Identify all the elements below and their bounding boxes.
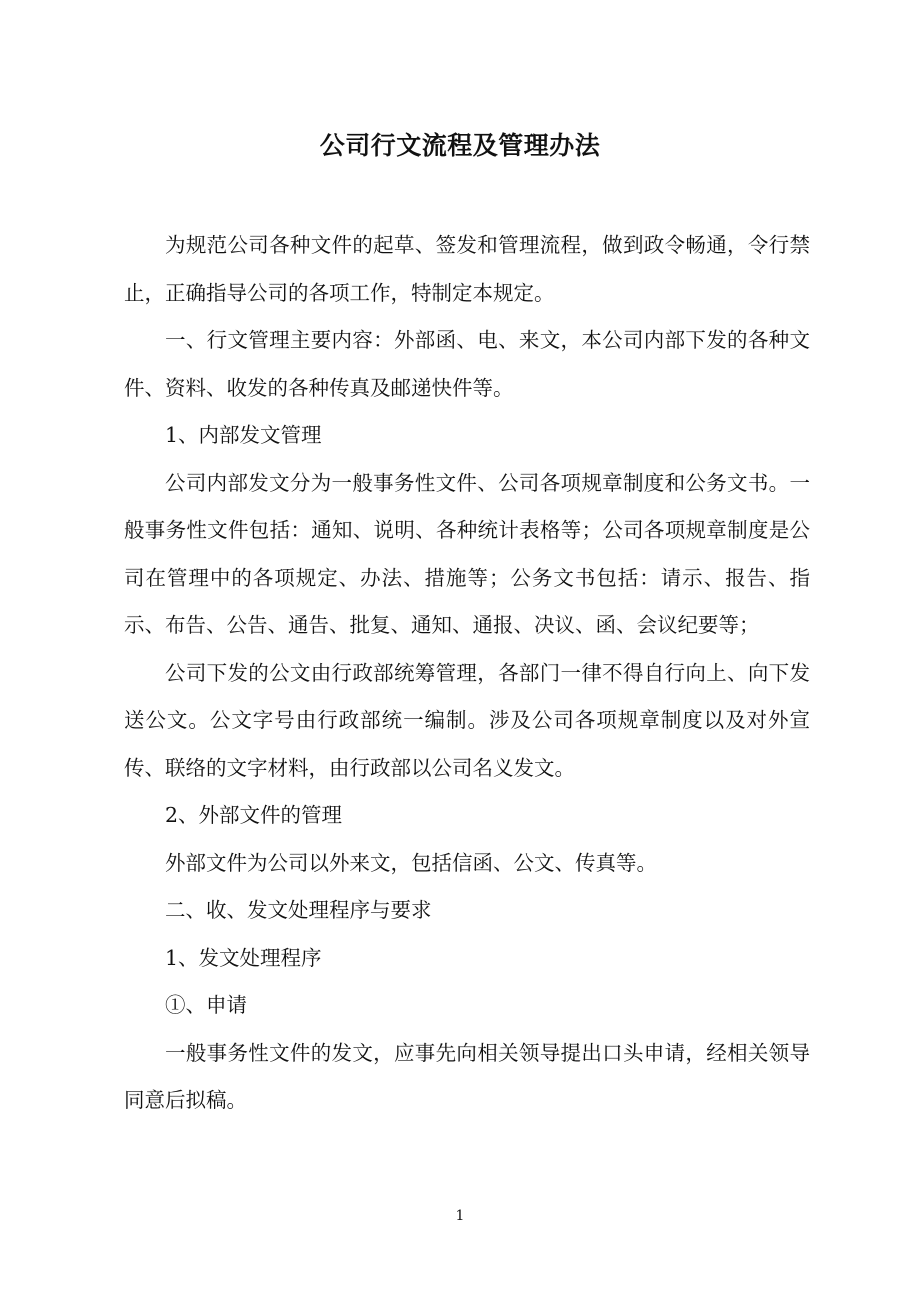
paragraph-heading-procedure: 1、发文处理程序 [165, 945, 322, 970]
paragraph-internal-management: 公司下发的公文由行政部统筹管理，各部门一律不得自行向上、向下发送公文。公文字号由行政部统一编制。涉及公司各项规章制度以及对外宣传、联络的文字材料，由行政部以公司名义发文。 [124, 660, 810, 780]
paragraph-application-detail: 一般事务性文件的发文，应事先向相关领导提出口头申请，经相关领导同意后拟稿。 [124, 1040, 810, 1112]
paragraph-internal-types: 公司内部发文分为一般事务性文件、公司各项规章制度和公务文书。一般事务性文件包括：通知、说明、各种统计表格等；公司各项规章制度是公司在管理中的各项规定、办法、措施等；公务文书包括：请示、报告、指示、布告、公告、通告、批复、通知、通报、决议、函、会议纪要等； [124, 470, 810, 637]
paragraph-external-definition: 外部文件为公司以外来文，包括信函、公文、传真等。 [165, 850, 657, 875]
page-number: 1 [455, 1208, 465, 1224]
document-body [124, 222, 810, 1125]
document-title: 公司行文流程及管理办法 [319, 131, 601, 160]
paragraph-heading-application: ①、申请 [165, 993, 247, 1017]
paragraph-section-1: 一、行文管理主要内容：外部函、电、来文，本公司内部下发的各种文件、资料、收发的各种传真及邮递快件等。 [124, 328, 810, 400]
paragraph-heading-external: 2、外部文件的管理 [165, 803, 343, 827]
paragraph-intro: 为规范公司各种文件的起草、签发和管理流程，做到政令畅通，令行禁止，正确指导公司的各项工作，特制定本规定。 [124, 233, 810, 305]
paragraph-section-2: 二、收、发文处理程序与要求 [165, 898, 432, 922]
paragraph-heading-internal: 1、内部发文管理 [165, 423, 322, 447]
